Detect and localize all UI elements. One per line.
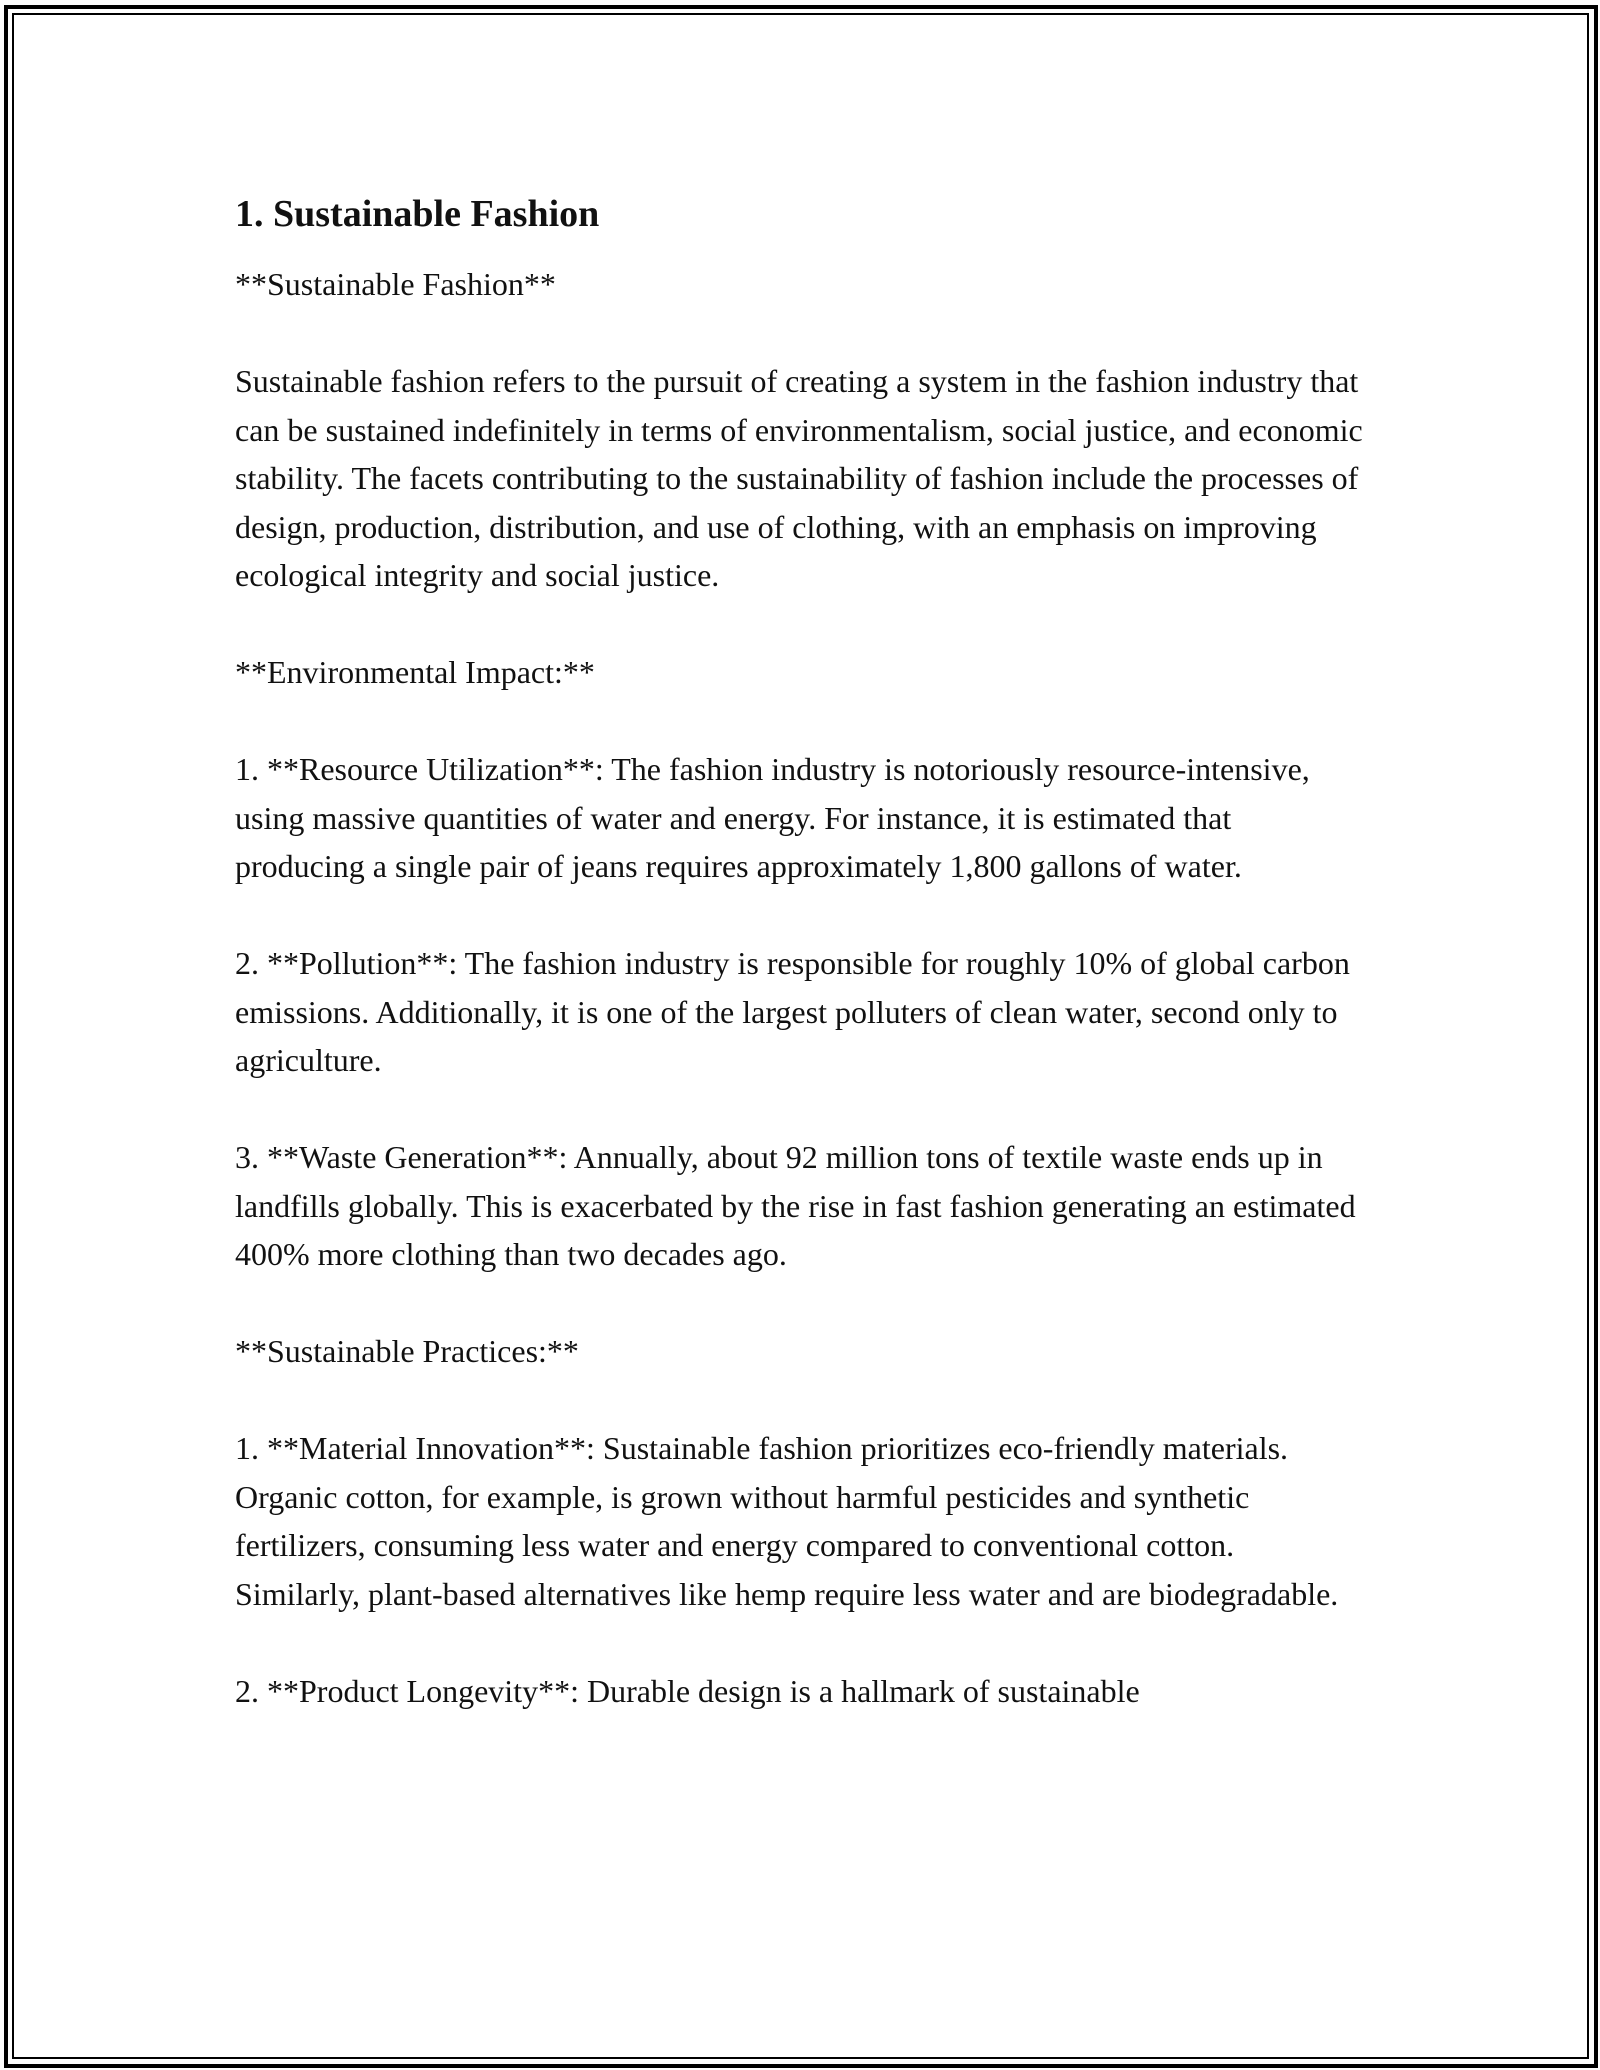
intro-paragraph: Sustainable fashion refers to the pursuit of creating a system in the fashion industry that can be sustained indefinitely in terms of environmentalism, social justice, and economic stability. The facets contributing to the sustainability of fashion include the processes of design, production, distribution, and use of clothing, with an emphasis on improving ecological integrity and social justice. bbox=[235, 363, 1363, 593]
section-heading-sustainable-practices: **Sustainable Practices:** bbox=[235, 1333, 579, 1369]
section-heading-environmental-impact: **Environmental Impact:** bbox=[235, 654, 595, 690]
subtitle-paragraph: **Sustainable Fashion** bbox=[235, 266, 556, 302]
document-title: 1. Sustainable Fashion bbox=[235, 193, 600, 235]
list-item-pollution: 2. **Pollution**: The fashion industry is responsible for roughly 10% of global carbon emissions. Additionally, it is one of the largest polluters of clean water, second only to agriculture. bbox=[235, 945, 1350, 1078]
list-item-waste-generation: 3. **Waste Generation**: Annually, about 92 million tons of textile waste ends up in landfills globally. This is exacerbated by the rise in fast fashion generating an estimated 400% more clothing than two decades ago. bbox=[235, 1139, 1356, 1272]
list-item-material-innovation: 1. **Material Innovation**: Sustainable fashion prioritizes eco-friendly materials. Organic cotton, for example, is grown without harmful pesticides and synthetic fertilizers, consuming less water and energy compared to conventional cotton. Similarly, plant-based alternatives like hemp require less water and are biodegradable. bbox=[235, 1430, 1339, 1612]
list-item-resource-utilization: 1. **Resource Utilization**: The fashion industry is notoriously resource-intensive, using massive quantities of water and energy. For instance, it is estimated that producing a single pair of jeans requires approximately 1,800 gallons of water. bbox=[235, 751, 1310, 884]
list-item-product-longevity: 2. **Product Longevity**: Durable design is a hallmark of sustainable bbox=[235, 1672, 1140, 1709]
document-body bbox=[235, 188, 1365, 1764]
